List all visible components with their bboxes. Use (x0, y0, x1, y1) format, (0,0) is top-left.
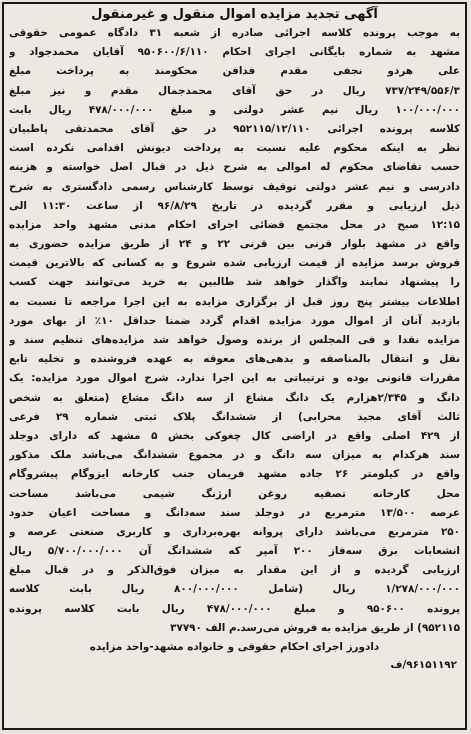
notice-line: دادرسی و نیم عشر دولتی توقیف توسط کارشناس رسمی دادگستری به شرح (9, 180, 460, 193)
notice-line: ۱/۲۷۸/۰۰۰/۰۰۰ ریال (شامل ۸۰۰/۰۰۰/۰۰۰ ریال بابت کلاسه (9, 583, 460, 596)
notice-line: کلاسه پرونده اجرائی ۹۵۲۱۱۵/۱۲/۱۱۰ در حق آقای محمدتقی پاطبیان (9, 122, 460, 135)
notice-line: ۹۵۲۱۱۵) از طریق مزایده به فروش می‌رسد.م الف ۳۷۷۹۰ (170, 621, 460, 634)
notice-line: فروش برسد مزایده از قیمت ارزیابی شده شروع و به کسانی که بالاترین قیمت (9, 257, 460, 270)
notice-line: ۲۵۰ مترمربع می‌باشد دارای پروانه بهره‌برداری و کاربری صنعتی عرصه و (9, 525, 460, 538)
notice-line: انشعابات برق سه‌فاز ۲۰۰ آمپر که ششدانگ آن ۵/۷۰۰/۰۰۰/۰۰۰ ریال (9, 545, 460, 558)
notice-line: نقل و انتقال بالمناصفه و بدهی‌های معوقه به عهده فروشنده و تخلیه تابع (9, 353, 460, 366)
notice-line: عرصه ۱۳/۵۰۰ مترمربع در دوجلد سند سه‌دانگ و مساحت اعیان حدود (9, 506, 460, 519)
notice-line: پرونده ۹۵۰۶۰۰ و مبلغ ۴۷۸/۰۰۰/۰۰۰ ریال بابت کلاسه پرونده (9, 602, 460, 615)
notice-line: واقع در کیلومتر ۲۶ جاده مشهد فریمان جنب کارخانه ایزوگام پیشروگام (9, 468, 460, 481)
notice-line: مزایده نقدا و فی المجلس از برنده وصول خواهد شد مزایده‌های تنظیم سند و (9, 334, 460, 346)
notice-line: ۱۰۰/۰۰۰/۰۰۰ ریال نیم عشر دولتی و مبلغ ۴۷۸/۰۰۰/۰۰۰ ریال بابت (9, 103, 460, 116)
notice-line: واقع در مشهد بلوار قرنی بین قرنی ۲۲ و ۲۴ از طریق مزایده حضوری به (9, 238, 460, 251)
notice-code: ۹۶۱۵۱۱۹۲/ف (390, 659, 457, 671)
notice-line: محل کارخانه تصفیه روغن ارژنگ شیمی می‌باشد مساحت (9, 487, 460, 500)
notice-line: را پیشنهاد نمایند واگذار خواهد شد طالبین به خرید می‌توانند جهت کسب (9, 276, 460, 289)
notice-line: حسب تقاضای محکوم له اموالی به شرح ذیل در قبال اصل خواسته و هزینه (9, 161, 460, 174)
notice-line: بازدید آنان از اموال مورد مزایده اقدام گردد ضمنا حداقل ۱۰٪ از بهای مورد (9, 314, 460, 327)
auction-notice (2, 2, 467, 730)
notice-line: ارزیابی گردیده و از این مقدار به میزان فوق‌الذکر و در قبال مبلغ (9, 564, 460, 577)
notice-line: علی هردو نجفی مقدم فدافن محکومند به پرداخت مبلغ (9, 65, 460, 78)
notice-line: ۱۲:۱۵ صبح در محل مجتمع قضائی اجرای احکام مدنی مشهد واحد مزایده (9, 218, 460, 231)
notice-line: ذیل ارزیابی و مقرر گردیده در تاریخ ۹۶/۸/۲۹ از ساعت ۱۱:۳۰ الی (9, 199, 460, 212)
notice-signature: دادورز اجرای احکام حقوقی و خانواده مشهد-واحد مزایده (89, 641, 380, 653)
notice-line: دانگ و ۲/۳۴۵هزارم یک دانگ مشاع از سه دانگ مشاع (متعلق به شخص (9, 391, 460, 404)
notice-line: مشهد به شماره بایگانی اجرای احکام ۹۵۰۶۰۰/۶/۱۱۰ آقایان محمدجواد و (9, 46, 460, 59)
notice-line: سند هرکدام به میزان سه دانگ و در مجموع ششدانگ می‌باشد ملک مذکور (9, 449, 460, 462)
notice-line: ۷۳۷/۲۴۹/۵۵۶/۳ ریال در حق آقای محمدجمال مقدم و نیز مبلغ (9, 84, 460, 97)
notice-body (4, 24, 465, 638)
notice-title: آگهی تجدید مزایده اموال منقول و غیرمنقول (91, 7, 378, 22)
notice-line: نظر به اینکه محکوم علیه نسبت به پرداخت دیونش اقدامی نکرده است (9, 142, 460, 155)
notice-line: از ۴۲۹ اصلی واقع در اراضی کال چغوکی بخش ۵ مشهد که دارای دوجلد (9, 429, 460, 442)
notice-line: به موجب پرونده کلاسه اجرائی صادره از شعبه ۳۱ دادگاه عمومی حقوقی (9, 27, 460, 39)
notice-line: مقررات قانونی بوده و ترتیباتی به این اجرا ندارد. شرح اموال مورد مزایده: یک (9, 372, 460, 385)
notice-line: ثالث آقای مجید محرابی) از ششدانگ پلاک ثبتی شماره ۲۹ فرعی (9, 410, 460, 423)
notice-line: اطلاعات بیشتر پنج روز قبل از برگزاری مزایده به این اجرا مراجعه تا نسبت به (9, 295, 460, 308)
